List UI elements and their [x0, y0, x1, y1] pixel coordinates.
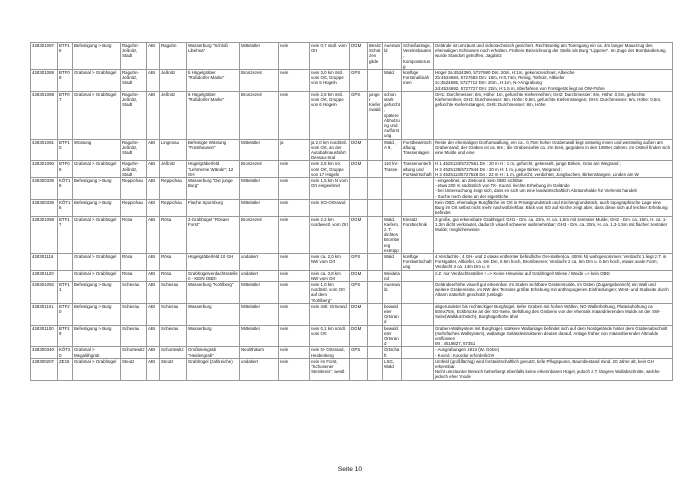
ownership-note [368, 139, 383, 161]
table-row [31, 70, 673, 92]
location-note: nein 0,7 südl. vom Ort [310, 43, 350, 70]
table-row [31, 43, 673, 70]
dating: Bronzezeit [240, 161, 279, 178]
description-cell [434, 347, 673, 358]
record-id: 428301098 [31, 216, 58, 253]
land-use: Wald [383, 70, 402, 92]
record-id: 428301089 [31, 70, 58, 92]
dimensions-text: Hügel 2a:4534390, 5727690 Dm: 20m, H:1m, gekennzeichnet, Albeiche 2b:4524684, 5727683 Dm: 18m, H:0,74m, Reisig, Totholz, Altkiefer 2c:4524685, 5727712 Dm: 20m., H:1m, N->Angrabung 2d:4524692, 5727727 Dm: 22m, H:1,5 m, überfahren von Forstgerät liegt an OW-Führe [435, 70, 605, 91]
ownership-note [368, 358, 383, 380]
location-note: ja 2,0 km nordöstl. vom Ort, an der Autobahnausfahrt Dessau-Süd [310, 139, 350, 161]
record-id: 428301120 [31, 270, 58, 281]
page-number: Seite 10 [337, 466, 363, 473]
threat-note: Schießanlage, Vereinsbauten, Kompostierung [402, 43, 434, 70]
location-note: nein 2,5 km nö. vom Ort, Gruppe von 17 Hügeln [310, 161, 350, 178]
ownership-note [368, 347, 383, 358]
threat-note: Forstbewirtschaftung, Trassenlagen [402, 139, 434, 161]
dating: Neolithikum [240, 347, 279, 358]
dating: Mittelalter [240, 178, 279, 200]
protection-status: ja [279, 139, 310, 161]
site-name: Lingenau [160, 139, 187, 161]
location-note: nein östl. Ortsrand [310, 303, 350, 325]
municipality: Schortewitz [121, 347, 147, 358]
protection-status: nein [279, 43, 310, 70]
record-code: BTF20 [58, 303, 73, 325]
dating: Bronzezeit [240, 91, 279, 139]
description-cell [434, 358, 673, 380]
monument-type: Wüstung [73, 139, 121, 161]
municipality: Schierau [121, 281, 147, 303]
protection-status: nein [279, 161, 310, 178]
coordinate-source: GPS [350, 70, 368, 92]
table-row [31, 178, 673, 200]
coordinate-source: GPS [350, 281, 368, 303]
monument-type: Grabmal > Grabhügel [73, 161, 121, 178]
coordinate-source: GPS [350, 253, 368, 270]
municipality: Raguhn-Jeßnitz, Stadt [121, 91, 147, 139]
description-cell [434, 91, 673, 139]
district-code: ABI [147, 139, 160, 161]
land-use [383, 199, 402, 216]
description-cell [434, 199, 673, 216]
land-use: bewaldeter Ortsrand [383, 325, 402, 347]
site-name: Rösa [160, 253, 187, 270]
land-use [383, 178, 402, 200]
location-note: nein SO-Ortsrand [310, 199, 350, 216]
table-row [31, 358, 673, 380]
threat-note [402, 347, 434, 358]
description-text: z.Z. nur Verdachtsstellen ! => Keine Hinweise auf Grabhügel! Wiese / Weide => kein OBD [435, 270, 610, 276]
dating: Mittelalter [240, 199, 279, 216]
land-use: Ortschaft [383, 347, 402, 358]
land-use: LSG, Wald [383, 358, 402, 380]
description-cell [434, 281, 673, 303]
monument-type: Befestigung > Burg [73, 43, 121, 70]
table-row [31, 91, 673, 139]
ownership-note [368, 161, 383, 178]
table-row [31, 347, 673, 358]
municipality: Rösa [121, 270, 147, 281]
record-id: 428301092 [31, 281, 58, 303]
coordinate-source: DGM [350, 161, 368, 178]
ownership-note [368, 270, 383, 281]
coordinate-source: DGM [350, 43, 368, 70]
coordinate-source: GPS [350, 347, 368, 358]
ownership-note [368, 199, 383, 216]
record-id: 428301091 [31, 139, 58, 161]
table-row [31, 303, 673, 325]
protection-status: nein [279, 270, 310, 281]
record-code [58, 253, 73, 270]
record-code: BTF09 [58, 161, 73, 178]
monument-type: Grabmal > Grabhügel [73, 91, 121, 139]
coordinate-source [350, 199, 368, 216]
monument-type: Grabmal > Grabhügel [73, 216, 121, 253]
record-code: KÖT20 [58, 347, 73, 358]
threat-note [402, 270, 434, 281]
dating: Mittelalter [240, 139, 279, 161]
municipality: Raguhn-Jeßnitz, Stadt [121, 70, 147, 92]
record-id: 428301100 [31, 325, 58, 347]
protection-status: nein [279, 70, 310, 92]
description-cell [434, 161, 673, 178]
record-code: BTF10 [58, 139, 73, 161]
description-text: - Ausgrabungen 1913 (W. Götze) - Koord.: Koordur erforderlich!! [435, 347, 500, 358]
threat-note: künftige Forstwirtschaftung [403, 253, 432, 270]
monument-name: 6 Hügelgräber "Roßdorfer Marke" [187, 91, 240, 139]
site-name: Rösa [160, 216, 187, 253]
ownership-note [368, 325, 383, 347]
district-code: ABI [147, 161, 160, 178]
land-use: Wald, Kiefern, z. T. dichtes Brombeerg estrüpp [383, 216, 402, 253]
protection-status: nein [279, 303, 310, 325]
threat-note [402, 199, 434, 216]
municipality: Steutz [121, 358, 147, 380]
coordinate-source [350, 358, 368, 380]
record-code: BTF08 [58, 70, 73, 92]
protection-status: nein [279, 253, 310, 270]
record-id: 428301097 [31, 43, 58, 70]
threat-note [402, 358, 434, 380]
record-id: 428301090 [31, 161, 58, 178]
site-name: Reppichau [160, 178, 187, 200]
district-code: ABI [147, 178, 160, 200]
location-note: nein 1,5 km N vom Ort eingeebnet [310, 178, 350, 200]
monument-type: Grabmal > Grabhügel [73, 358, 121, 380]
dimensions-text: GH1: Durchmesser: 8m, Höhe: 1m, gefurchte Kiefernreihen; GH2: Durchmesser: 6m, Höhe: 0,5m, gefurchte Kiefernreihen; GH3: Durchmesser: 8m, Höhe: 0,5m, gefurchte Kiefernstangen; GH4: Durchmesser: 6m, Höhe: 0,5m, gefurchte Kiefernstangen; GH5: Durchmesser: 8m, Höhe [435, 91, 662, 108]
land-use: Auenwald [383, 281, 402, 303]
dating: Bronzezeit [240, 216, 279, 253]
land-use: Weideland [384, 270, 400, 281]
protection-status: nein [279, 347, 310, 358]
description-cell [434, 270, 673, 281]
description-cell [434, 325, 673, 347]
description-text: 3 große, gut erkennbare Grabhügel: GH1 - Dm. ca. 22m, H. ca. 1,5m mit zentraler Mulde; GH2 - Dm. ca. 16m, H. ca. 1-1,3m dicht verkrautet, dadurch visuell schwerer wahrnehmbar; GH3 - Dm. ca. 20m, H. ca. 1,3-1,5m mit flacher zentraler Mulde; möglicherweise [435, 216, 668, 232]
monument-type: Befestigung > Burg [73, 281, 121, 303]
threat-note [402, 325, 434, 347]
coordinate-source: GPS [350, 91, 368, 139]
monument-type: Befestigung > Burg [73, 325, 121, 347]
record-code: BTF07 [58, 91, 73, 139]
dimensions-text: - eingeebnet, an Ziekoord. kein OBD sichtbar - etwa 200 m südöstlich von TK- Koord. leichte Erhebung im Gelände - bei Untersuchung zeigt sich, dass es sich um eine landwirtschaftlich Abräumhalde für Viehmist handelt - Suche noch diese an der eigentliche [435, 178, 637, 199]
municipality: Rösa [121, 216, 147, 253]
threat-note [402, 91, 434, 139]
inventory-sheet [30, 42, 672, 381]
location-note: nein ca. 3,8 km NW vom Ort [310, 270, 350, 281]
record-id: 428301101 [31, 303, 58, 325]
site-name: Jeßnitz [160, 161, 187, 178]
description-cell [434, 216, 673, 253]
district-code: ABI [147, 91, 160, 139]
site-name: Reppichau [160, 199, 187, 216]
municipality: Schierau [121, 303, 147, 325]
coordinate-source: DGM [350, 216, 368, 253]
location-note: nein N- Ortsrand, Heidenberg [310, 347, 350, 358]
land-use: schon stark gefurcht, spätere Abholzung und Aufforstung [384, 91, 400, 139]
monument-name: 3 Grabhügel "Rösaer Forst" [187, 216, 240, 253]
monument-name: Grabhügel (zahlreiche) [187, 358, 240, 380]
municipality: Schierau [121, 325, 147, 347]
ownership-note [368, 178, 383, 200]
description-text: 4 Verdachts-, 4 GH- und 2 etwas entfernter befindliche GH-stellen(ca. 400m N) wahrgenommen: Verdacht 1 liegt z.T. in Forstgatter, Altkiefer, ca. 6m Dm, 0.5m hoch, Brombeeren; Verdacht 2 ca. 6m Dm u. 0.5m hoch, etwas ovale Form; Verdacht 3 ca. 14m Dm u. 0 [435, 253, 667, 270]
table-row [31, 216, 673, 253]
description-cell [434, 303, 673, 325]
table-row [31, 139, 673, 161]
location-note: nein 2,8 km östl. vom Ort, Gruppe von 6 Hügeln [310, 91, 350, 139]
ownership-note: Besitz Schützen gilde [368, 43, 383, 70]
land-use: Wald [383, 253, 402, 270]
district-code: ABI [147, 253, 160, 270]
land-use: Wald , A 9, [383, 139, 402, 161]
location-note: nein im Forst, "Schusener Steinkreis", westl. [310, 358, 350, 380]
table-row [31, 253, 673, 270]
site-name: Schierau [160, 303, 187, 325]
dating: Mittelalter [240, 281, 279, 303]
ownership-note [368, 281, 383, 303]
ownership-note: junger Kiefernwald [368, 91, 383, 139]
coordinate-source: DGM [350, 270, 368, 281]
threat-note: Einsatz Forsttechnik [402, 216, 434, 253]
description-text: Geländeerhöhe visuell gut erkennbar. Im Süden sichtbare Grabenmulde, im Osten (Zugangsbereich) ein Wall und weitere Grabenreste, im NW des Terrains größte Erhebung mit anthropogenen Einfriedungen; West- und Südseite durch Altarm natürlich geschützt (umlagb [435, 281, 669, 298]
dating: Mittelalter [240, 303, 279, 325]
municipality: Reppichau [121, 178, 147, 200]
protection-status: nein [279, 325, 310, 347]
site-name: Steutz [160, 358, 187, 380]
site-name: Jeßnitz [160, 91, 187, 139]
description-text: Gelände ist umzäunt und videotechnisch gesichert. Rechtsseitig am Torengang ein ca. 4m langer Mauerzug des ehemaligen Schlosses noch erhalten. Frühere Bezeichnung der Stelle als Burg "Lippene". Im Zuge der Bombardierung wurde Standort getroffen, Jagdsitz [435, 43, 666, 59]
location-note: nein 0,1 km nördl. vom Ort [310, 325, 350, 347]
ownership-note [368, 70, 383, 92]
record-code: KÖT19 [58, 178, 73, 200]
site-name: Rösa [160, 270, 187, 281]
coordinate-source: DGM [350, 325, 368, 347]
coordinate-source: DGM [350, 303, 368, 325]
monument-type: Grabmal > Grabhügel [73, 253, 121, 270]
table-row [31, 325, 673, 347]
dating: undatiert [240, 358, 279, 380]
district-code: ABI [147, 281, 160, 303]
description-text: Graben-Wallsystem mit Burghügel, stärkere Wallanlage befindet sich auf dem Nordgelände hinter dem Grabenabschnitt (mehrfaches Wallsystem), wallartige Geländestrukturen deuten darauf, Anlage früher von mäandrierender Altmulde umflossen MI : 4519827, 57351 [435, 325, 668, 347]
district-code: ABI [147, 325, 160, 347]
monument-type: Grabmal > Grabhügel [73, 270, 121, 281]
table-row [31, 270, 673, 281]
site-name: Schierau [160, 325, 187, 347]
record-code: BTF16 [58, 43, 73, 70]
district-code: ABI [147, 303, 160, 325]
site-name: Schortewitz [160, 347, 187, 358]
district-code: ABI [147, 270, 160, 281]
record-id: 428301088 [31, 91, 58, 139]
protection-status: nein [279, 281, 310, 303]
record-code: BTF19 [58, 325, 73, 347]
monument-name: Wasserburg [187, 303, 240, 325]
coordinate-source [350, 178, 368, 200]
land-use: Auenwald [383, 43, 402, 70]
site-name: Raguhn [160, 43, 187, 70]
record-code: BTF11 [58, 281, 73, 303]
record-id: 428300340 [31, 347, 58, 358]
record-code [58, 270, 73, 281]
description-cell [434, 178, 673, 200]
district-code: ABI [147, 216, 160, 253]
monument-name: Wasserburg "Die junge Burg" [187, 178, 240, 200]
municipality: Raguhn-Jeßnitz, Stadt [121, 161, 147, 178]
dimensions-text: H 1 4525133/5727561 Dn : 20 m H : 1 m, gefurcht, gekesselt, junge Birken, Gras am Wegrand ; H 2 4525135/5727544 Dn : 20 m H: 1 m, junge Birken, Wegrand ; H 3 4525113/5727528 Dn : 22 m H : 1 m, gefurcht, verdichtet, Jungbuchen, Birkenstangen, Linden am W [435, 161, 639, 177]
record-id: 428300336 [31, 199, 58, 216]
record-id: 428300339 [31, 178, 58, 200]
site-name: Jeßnitz [160, 70, 187, 92]
dating: undatiert [240, 253, 279, 270]
threat-note [402, 178, 434, 200]
record-code: KÖT16 [58, 199, 73, 216]
protection-status: nein [279, 216, 310, 253]
dating: Bronzezeit [240, 70, 279, 92]
coordinate-source: DGM [350, 139, 368, 161]
description-cell [434, 139, 673, 161]
monument-name: Hügelgräberfeld "Lehmerne Wände"; 12 GH [187, 161, 240, 178]
threat-note: Trassenunterhaltung und Forstwirtschaft [403, 161, 432, 177]
description-text: abgerundeter bis rechteckiger Burghügel, tiefer Graben mit hohen Wällen, NO Wallerhöhung, Plateauhöhung ca 50mx75m, Eckbrücke an der SO-Seite, Befüllung des Grabens von der ehemals mäandrierenden Mulde an der SW-Seite(Walldurchstich), Burghügelhöhe ähnl [435, 303, 661, 320]
municipality: Reppichau [121, 199, 147, 216]
table-row [31, 161, 673, 178]
monument-type: Befestigung > Burg [73, 199, 121, 216]
table-row [31, 199, 673, 216]
monument-name: Wasserburg [187, 325, 240, 347]
district-code: ABI [147, 70, 160, 92]
record-code: BTF17 [58, 216, 73, 253]
monument-type: Grabmal > Megalithgrab [73, 347, 121, 358]
location-note: nein 1,0 km nordöstl. vom Ort auf dem "Kohlberg" [310, 281, 350, 303]
ownership-note [368, 303, 383, 325]
record-id: 428300207 [31, 358, 58, 380]
location-note: nein 2,2 km nordwestl. vom Ort [310, 216, 350, 253]
location-note: nein 3,0 km östl. vom Ort, Gruppe von 5 Hügeln [310, 70, 350, 92]
description-cell [434, 253, 673, 270]
monument-name: Befestigte Wüstung "Fürsthausen" [187, 139, 240, 161]
protection-status: nein [279, 358, 310, 380]
district-code: ABI [147, 347, 160, 358]
land-use: 110 kV-Trasse [383, 161, 402, 178]
monument-name: Grabhügelverdachtsstellen - KEIN OBD! [188, 270, 238, 281]
monument-type: Befestigung > Burg [73, 178, 121, 200]
record-id: 428301116 [31, 253, 58, 270]
monument-type: Grabmal > Grabhügel [73, 70, 121, 92]
monument-name: Wasserburg "Schloß Libehna" [187, 43, 240, 70]
protection-status: nein [279, 199, 310, 216]
monument-table [30, 42, 673, 381]
municipality: Rösa [121, 253, 147, 270]
monument-name: Großsteingrab "Heidengrab" [187, 347, 240, 358]
monument-name: Hügelgräberfeld 10 GH [187, 253, 240, 270]
protection-status: nein [279, 91, 310, 139]
municipality: Raguhn-Jeßnitz, Stadt [121, 43, 147, 70]
description-cell [434, 70, 673, 92]
description-cell [434, 43, 673, 70]
district-code: ABI [147, 358, 160, 380]
protection-status: nein [279, 178, 310, 200]
site-name: Schierau [160, 281, 187, 303]
district-code: ABI [147, 43, 160, 70]
ownership-note [368, 216, 383, 253]
municipality: Raguhn-Jeßnitz, Stadt [121, 139, 147, 161]
table-body [31, 43, 673, 381]
dating: Mittelalter [240, 325, 279, 347]
description-text: Kein OBD, ehemalige Burgfläche im Ort in Privatgrundstück und Kirchengrundstück, auch topographische Lage eine Burg im Ort selbst nicht mehr nachvollziehbar. Blick von SO auf Kirche zeigt aber, dass diese sich auf leichter Erhebung befindet [435, 199, 668, 216]
monument-name: Flache Spornburg [187, 199, 240, 216]
dating: undatiert [240, 270, 279, 281]
monument-name: Wasserburg "Kohlberg" [187, 281, 240, 303]
monument-type: Befestigung > Burg [73, 303, 121, 325]
threat-note [402, 303, 434, 325]
location-note: nein ca. 2,0 km NW vom Ort [310, 253, 350, 270]
monument-name: 5 Hügelgräber "Roßdorfer Marke" [187, 70, 240, 92]
dating: Mittelalter [240, 43, 279, 70]
description-text: Reste der ehemaligen Dorfumwallung, ein ca.. 0,75m hoher Grabenwall liegt ostseitig innen und westseitig außen am Grabenrand; der Graben ist ca. 8m ; die Grabensohle ca. 2m breit, gegraben in den 1990er Jahren. Im Ostteil finden sich eine Mulde und eine [435, 139, 671, 156]
land-use: bewaldeter Ortsrand [383, 303, 402, 325]
district-code: ABI [147, 199, 160, 216]
threat-note: künftige Forstmaßnahmen [402, 70, 434, 92]
table-row [31, 281, 673, 303]
record-code: ZE19 [58, 358, 73, 380]
description-text: Umfeld (großflächig) wird forstwirtschaftlich genutzt, tiefe Pflugspuren, Baumbestand mind. 20 Jahre alt, kein GH erkennbar. Nicht umzäunter Bereich beherbergt ebenfalls keine erkennbaren Hügel, jedoch z.T. längere Wallabschnitte, welche jedoch eher 'mode [435, 358, 660, 380]
ownership-note [368, 253, 383, 270]
threat-note [402, 281, 434, 303]
